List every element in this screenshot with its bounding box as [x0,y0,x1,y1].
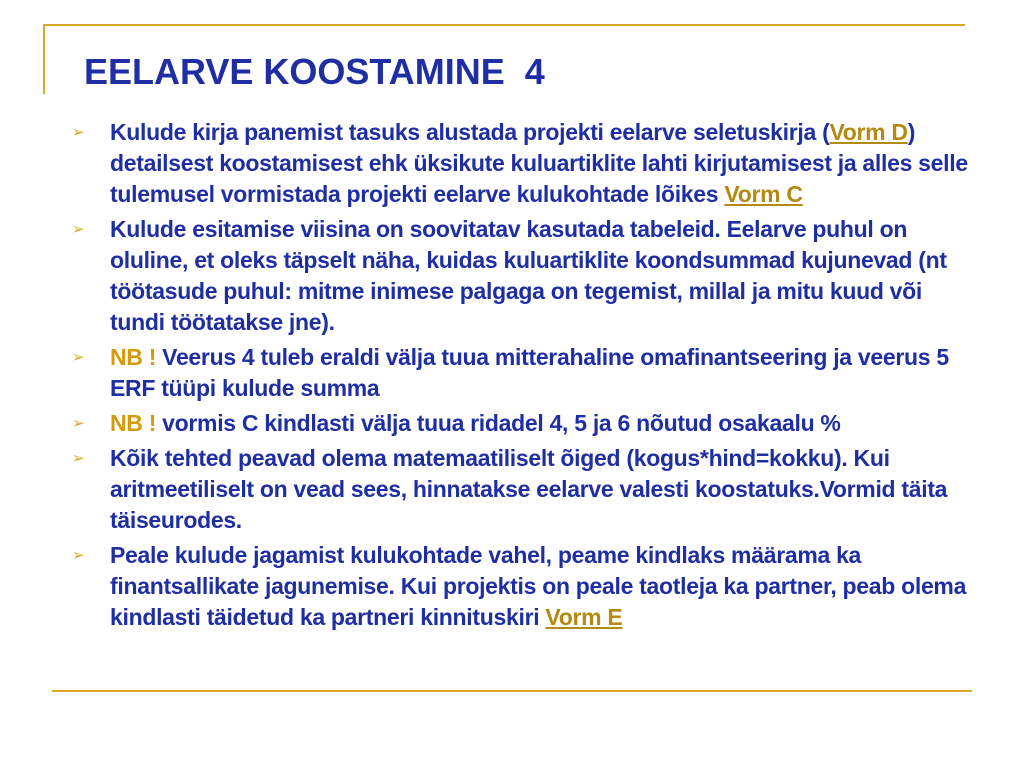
bullet-text [110,342,982,404]
bullet-text-segment: Veerus 4 tuleb eraldi välja tuua mitterahaline omafinantseering ja veerus 5 ERF tüüpi kulude summa [110,344,949,401]
bottom-divider [52,690,972,692]
vorm-c-link[interactable]: Vorm C [724,181,803,207]
bullet-text-segment: vormis C kindlasti välja tuua ridadel 4, 5 ja 6 nõutud osakaalu % [156,410,841,436]
bullet-text [110,408,982,439]
bullet-text [110,540,982,633]
bullet-item [72,408,982,439]
bullet-item [72,342,982,404]
bullet-text-segment: Peale kulude jagamist kulukohtade vahel, peame kindlaks määrama ka finantsallikate jagunemise. Kui projektis on peale taotleja ka partner, peab olema kindlasti täidetud ka partneri kinnituskiri [110,542,967,630]
bullet-text [110,443,982,536]
vorm-d-link[interactable]: Vorm D [829,119,908,145]
bullet-text-segment: Kulude kirja panemist tasuks alustada projekti eelarve seletuskirja ( [110,119,830,145]
bullet-text [110,117,982,210]
bullet-text [110,214,982,338]
arrow-bullet-icon: ➢ [72,546,85,564]
arrow-bullet-icon: ➢ [72,414,85,432]
bullet-item [72,443,982,536]
nb-label: NB ! [110,410,157,436]
bullet-list [72,117,982,637]
top-divider [43,24,965,26]
vorm-e-link[interactable]: Vorm E [545,604,623,630]
arrow-bullet-icon: ➢ [72,449,85,467]
bullet-item [72,540,982,633]
arrow-bullet-icon: ➢ [72,123,85,141]
arrow-bullet-icon: ➢ [72,348,85,366]
bullet-text-segment: ) detailsest koostamisest ehk üksikute kuluartiklite lahti kirjutamisest ja alles selle tulemusel vormistada projekti eelarve kulukohtade lõikes [110,119,968,207]
bullet-item [72,117,982,210]
bullet-item [72,214,982,338]
slide-title: EELARVE KOOSTAMINE 4 [84,51,545,92]
nb-label: NB ! [110,344,157,370]
bullet-text-segment: Kõik tehted peavad olema matemaatiliselt õiged (kogus*hind=kokku). Kui aritmeetiliselt on vead sees, hinnatakse eelarve valesti koostatuks.Vormid täita täiseurodes. [110,445,948,533]
arrow-bullet-icon: ➢ [72,220,85,238]
bullet-text-segment: Kulude esitamise viisina on soovitatav kasutada tabeleid. Eelarve puhul on oluline, et oleks täpselt näha, kuidas kuluartiklite koondsummad kujunevad (nt töötasude puhul: mitme inimese palgaga on tegemist, millal ja mitu kuud või tundi töötatakse jne). [110,216,947,335]
left-divider [43,24,45,94]
